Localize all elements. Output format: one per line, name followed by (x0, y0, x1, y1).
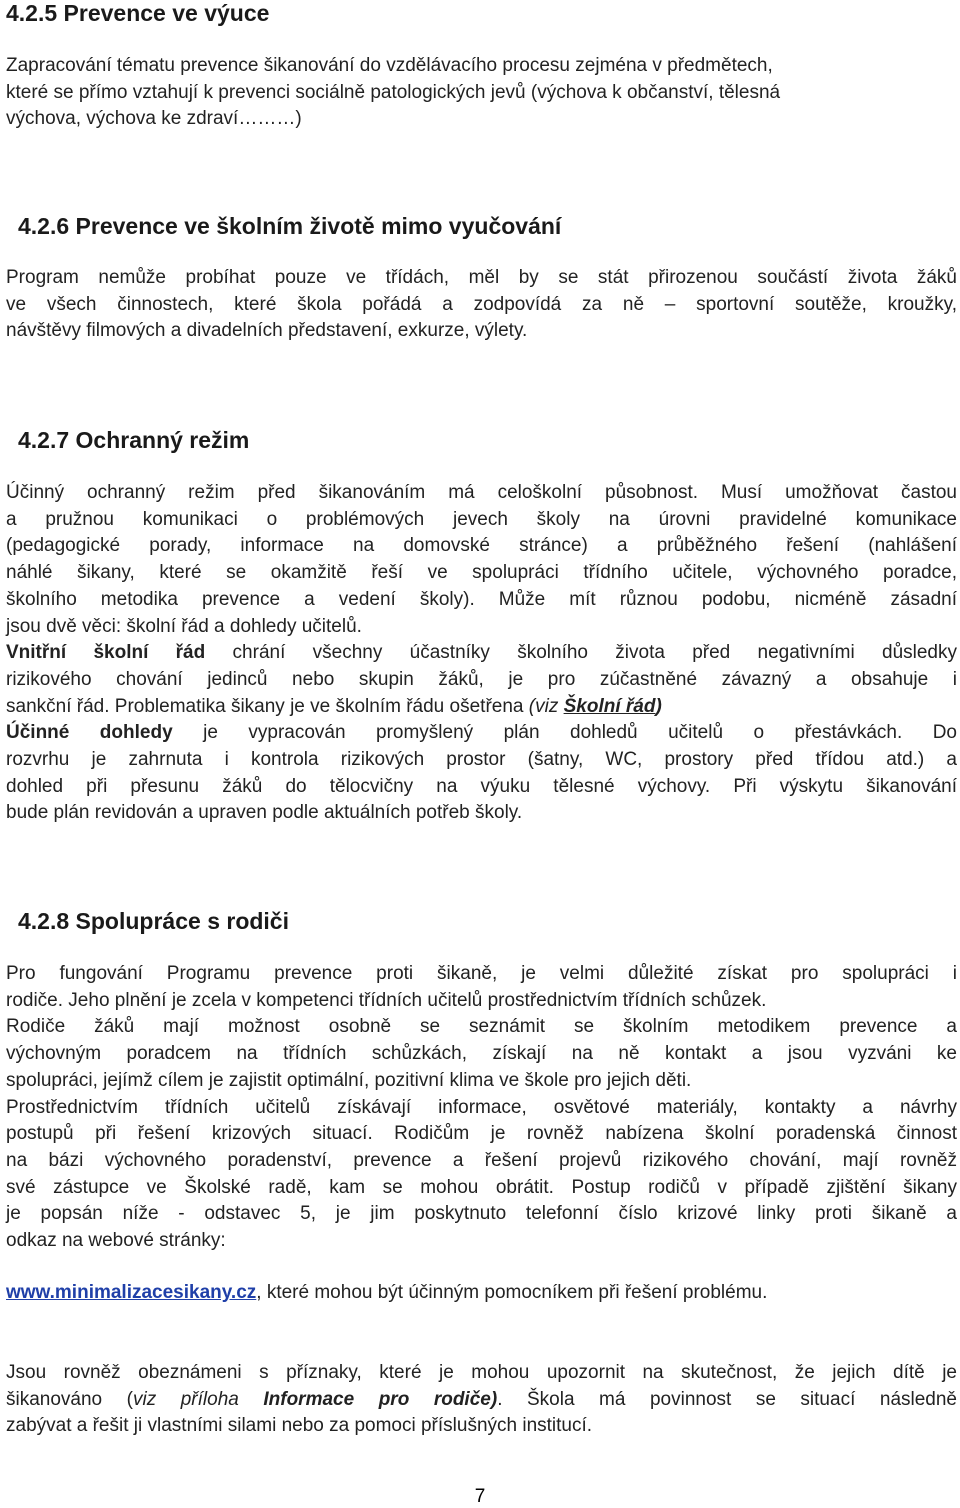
reference-close: ) (655, 695, 662, 717)
paragraph-spoluprace-s-rodici (6, 961, 957, 1255)
text-line: Pro fungování Programu prevence proti šikaně, je velmi důležité získat pro spolupráci i (6, 963, 957, 984)
text-line (6, 1387, 957, 1414)
text-line: je popsán níže - odstavec 5, je jim poskytnuto telefonní číslo krizové linky proti šikaně a (6, 1203, 957, 1225)
text-line: jsou dvě věci: školní řád a dohledy učitelů. (6, 615, 362, 637)
text-line: výchova, výchova ke zdraví………) (6, 108, 302, 130)
text-line: odkaz na webové stránky: (6, 1230, 226, 1252)
text-line: Program nemůže probíhat pouze ve třídách, měl by se stát přirozenou součástí života žáků (6, 267, 957, 288)
text-line: školního metodika prevence a vedení školy). Může mít různou podobu, nicméně zásadní (6, 588, 957, 610)
paragraph-prevence-ve-vyuce (6, 53, 957, 133)
text-run: šikanováno ( (6, 1388, 133, 1410)
text-line: (pedagogické porady, informace na domovské stránce) a průběžného řešení (nahlášení (6, 535, 957, 557)
text-run: , které mohou být účinným pomocníkem při řešení problému. (256, 1282, 768, 1303)
text-line (6, 720, 957, 747)
heading-4-2-7: 4.2.7 Ochranný režim (18, 427, 250, 453)
text-line: výchovným poradcem na třídních schůzkách, získají na ně kontakt a jsou vyzváni ke (6, 1043, 957, 1065)
text-line: Jsou rovněž obeznámeni s příznaky, které je mohou upozornit na skutečnost, že jejich dítě je (6, 1362, 957, 1383)
heading-4-2-5: 4.2.5 Prevence ve výuce (6, 0, 270, 26)
reference-open: (viz (528, 695, 564, 717)
text-line: bude plán revidován a upraven podle aktuálních potřeb školy. (6, 802, 523, 824)
reference-informace-pro-rodice: Informace pro rodiče) (263, 1388, 498, 1410)
text-line (6, 694, 957, 721)
text-line: Účinný ochranný režim před šikanováním má celoškolní působnost. Musí umožňovat častou (6, 482, 957, 503)
text-line (6, 1280, 957, 1307)
text-run: chrání všechny účastníky školního života před negativními důsledky (205, 642, 958, 664)
text-line: rodiče. Jeho plnění je zcela v kompetenci třídních učitelů prostřednictvím třídních schůzek. (6, 989, 767, 1011)
heading-4-2-6: 4.2.6 Prevence ve školním životě mimo vyučování (18, 213, 562, 239)
paragraph-web-link (6, 1280, 957, 1307)
text-run: sankční řád. Problematika šikany je ve školním řádu ošetřena (6, 695, 529, 717)
heading-4-2-8: 4.2.8 Spolupráce s rodiči (18, 908, 289, 934)
text-line: spolupráci, jejímž cílem je zajistit optimální, pozitivní klima ve škole pro jejich děti. (6, 1069, 692, 1091)
text-run: . Škola má povinnost se situací následně (497, 1388, 957, 1410)
text-line: Rodiče žáků mají možnost osobně se seznámit se školním metodikem prevence a (6, 1016, 957, 1038)
text-line: Zapracování tématu prevence šikanování do vzdělávacího procesu zejména v předmětech, (6, 55, 773, 76)
text-line: dohled při přesunu žáků do tělocvičny na výuku tělesné výchovy. Při výskytu šikanování (6, 775, 957, 797)
paragraph-mimo-vyucovani (6, 265, 957, 345)
paragraph-priznaky (6, 1360, 957, 1440)
reference-skolni-rad: Školní řád (563, 695, 656, 717)
text-line: na bázi výchovného poradenství, prevence a řešení projevů rizikového chování, mají rovněž (6, 1149, 957, 1171)
text-line: Prostřednictvím třídních učitelů získávají informace, osvětové materiály, kontakty a návrhy (6, 1096, 957, 1118)
text-line: své zástupce ve Školské radě, kam se mohou obrátit. Postup rodičů v případě zjištění šikany (6, 1176, 957, 1198)
text-line: zabývat a řešit ji vlastními silami nebo za pomoci příslušných institucí. (6, 1415, 593, 1437)
reference-viz-priloha: viz příloha (132, 1388, 264, 1410)
text-line: náhlé šikany, které se okamžitě řeší ve spolupráci třídního učitele, výchovného poradce, (6, 562, 957, 584)
text-line: postupů při řešení krizových situací. Rodičům je rovněž nabízena školní poradenská činnost (6, 1123, 957, 1145)
paragraph-ochranny-rezim (6, 480, 957, 827)
bold-term-vnitrni-skolni-rad: Vnitřní školní řád (6, 642, 206, 664)
text-line: a pružnou komunikaci o problémových jevech školy na úrovni pravidelné komunikace (6, 508, 957, 530)
text-line: ve všech činnostech, které škola pořádá a zodpovídá za ně – sportovní soutěže, kroužky, (6, 293, 957, 315)
page-number: 7 (474, 1486, 486, 1507)
text-line: rozvrhu je zahrnuta i kontrola rizikových prostor (šatny, WC, prostory před třídou atd.) a (6, 749, 957, 771)
text-line: návštěvy filmových a divadelních představení, exkurze, výlety. (6, 320, 528, 342)
text-run: je vypracován promyšlený plán dohledů učitelů o přestávkách. Do (172, 722, 957, 744)
text-line: rizikového chování jedinců nebo skupin žáků, je pro zúčastněné závazný a obsahuje i (6, 668, 957, 690)
minimalizacesikany-link[interactable]: www.minimalizacesikany.cz (6, 1282, 257, 1303)
text-line (6, 640, 957, 667)
text-line: které se přímo vztahují k prevenci sociálně patologických jevů (výchova k občanství, tělesná (6, 81, 781, 103)
bold-term-ucinne-dohledy: Účinné dohledy (6, 722, 173, 744)
